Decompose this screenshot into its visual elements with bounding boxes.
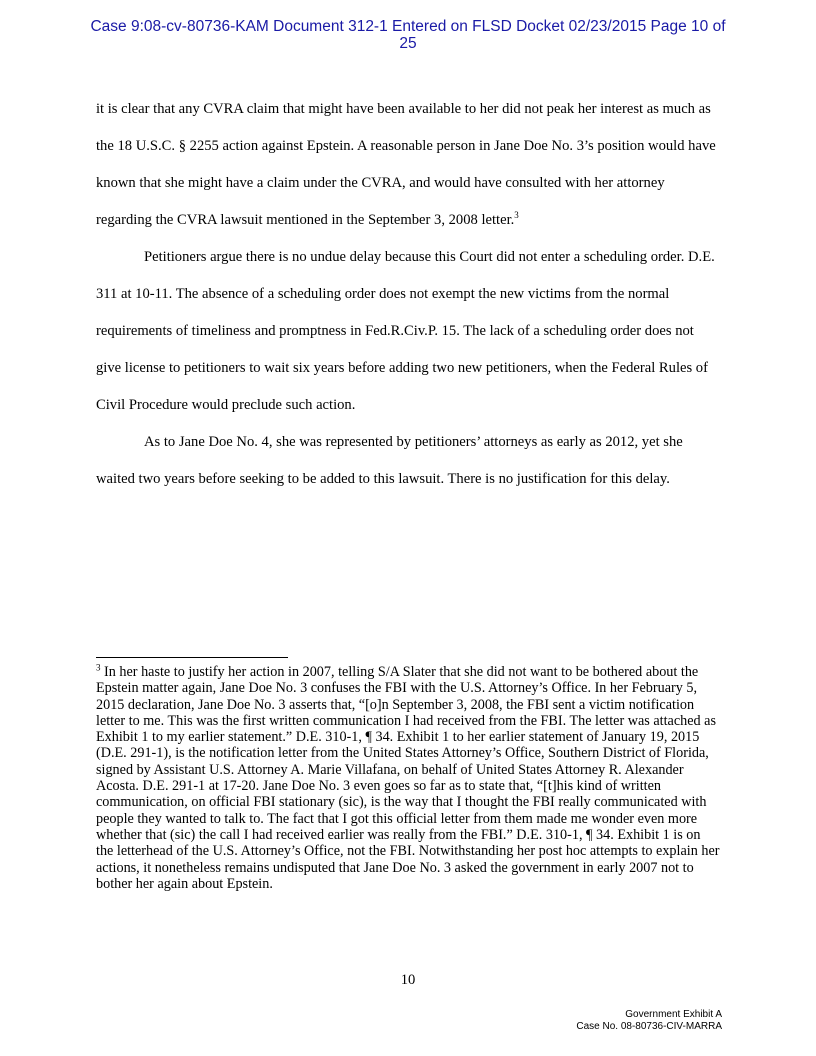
paragraph-1-text: it is clear that any CVRA claim that might have been available to her did not peak her interest as much as the 18 U.S.C. § 2255 action against Epstein. A reasonable person in Jane Doe No. 3’s position would have known that she might have a claim under the CVRA, and would have consulted with her attorney regarding the CVRA lawsuit mentioned in the September 3, 2008 letter.	[96, 101, 716, 228]
court-filing-header-stamp	[0, 18, 816, 52]
page-number: 10	[400, 972, 416, 988]
header-stamp-line-1: Case 9:08-cv-80736-KAM Document 312-1 Entered on FLSD Docket 02/23/2015 Page 10 of	[90, 18, 726, 35]
paragraph-2-text: Petitioners argue there is no undue delay because this Court did not enter a scheduling order. D.E. 311 at 10-11. The absence of a scheduling order does not exempt the new victims from the normal requirements of timeliness and promptness in Fed.R.Civ.P. 15. The lack of a scheduling order does not give license to petitioners to wait six years before adding two new petitioners, when the Federal Rules of Civil Procedure would preclude such action.	[96, 249, 715, 413]
footnote-text: In her haste to justify her action in 2007, telling S/A Slater that she did not want to be bothered about the Epstein matter again, Jane Doe No. 3 confuses the FBI with the U.S. Attorney’s Office. In her February 5, 2015 declaration, Jane Doe No. 3 asserts that, “[o]n September 3, 2008, the FBI sent a victim notification letter to me. This was the first written communication I had received from the FBI. The letter was attached as Exhibit 1 to my earlier statement.” D.E. 310-1, ¶ 34. Exhibit 1 to her earlier statement of January 19, 2015 (D.E. 291-1), is the notification letter from the United States Attorney’s Office, Southern District of Florida, signed by Assistant U.S. Attorney A. Marie Villafana, on behalf of United States Attorney R. Alexander Acosta. D.E. 291-1 at 17-20. Jane Doe No. 3 even goes so far as to state that, “[t]his kind of written communication, on official FBI stationary (sic), is the way that I thought the FBI really communicated with people they wanted to talk to. The fact that I got this official letter from them made me wonder even more whether that (sic) the call I had received earlier was really from the FBI.” D.E. 310-1, ¶ 34. Exhibit 1 is on the letterhead of the U.S. Attorney’s Office, not the FBI. Notwithstanding her post hoc attempts to explain her actions, it nonetheless remains undisputed that Jane Doe No. 3 asked the government in early 2007 not to bother her again about Epstein.	[96, 664, 720, 892]
footnote-separator-rule	[96, 657, 288, 658]
document-body	[96, 91, 721, 498]
paragraph-1	[96, 91, 721, 239]
footnote-3	[96, 664, 721, 892]
paragraph-3-text: As to Jane Doe No. 4, she was represented by petitioners’ attorneys as early as 2012, yet she waited two years before seeking to be added to this lawsuit. There is no justification for this delay.	[96, 434, 683, 487]
paragraph-2	[96, 239, 721, 424]
exhibit-label-line-1: Government Exhibit A	[625, 1009, 722, 1020]
exhibit-label-line-2: Case No. 08-80736-CIV-MARRA	[576, 1021, 722, 1032]
exhibit-label	[576, 1009, 722, 1033]
footnote-number: 3	[96, 662, 101, 673]
footnote-reference-3: 3	[514, 210, 519, 221]
paragraph-3	[96, 424, 721, 498]
header-stamp-line-2: 25	[399, 35, 417, 52]
